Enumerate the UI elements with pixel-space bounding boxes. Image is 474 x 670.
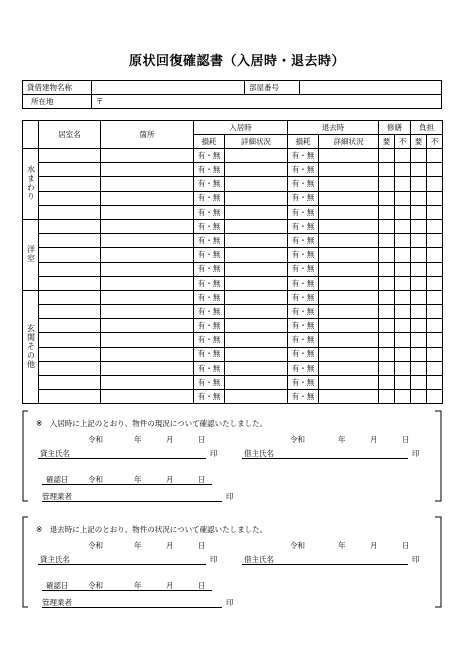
move-out-damage-cell[interactable]: 有・無 [288,347,319,361]
year-label: 年 [134,435,142,444]
lessee-name-label: 借主氏名 [244,555,274,564]
location-cell[interactable] [101,163,194,177]
location-cell[interactable] [101,319,194,333]
location-cell[interactable] [101,390,194,404]
burden-not-needed-cell[interactable] [427,347,443,361]
move-in-damage-cell[interactable]: 有・無 [194,319,225,333]
repair-needed-header: 要 [379,135,395,149]
burden-needed-cell[interactable] [411,333,427,347]
condition-table [22,120,443,404]
group-label-text: 玄関その他 [26,323,36,369]
move-in-damage-cell[interactable]: 有・無 [194,234,225,248]
move-out-damage-cell[interactable]: 有・無 [288,234,319,248]
era-label: 令和 [88,435,103,444]
group-label [23,149,39,220]
burden-not-needed-cell[interactable] [427,149,443,163]
room-name-cell[interactable] [39,305,101,319]
burden-needed-cell[interactable] [411,319,427,333]
room-name-cell[interactable] [39,347,101,361]
move-out-detail-cell[interactable] [319,177,379,191]
move-in-damage-cell[interactable]: 有・無 [194,205,225,219]
burden-not-needed-cell[interactable] [427,390,443,404]
burden-not-needed-cell[interactable] [427,262,443,276]
move-out-detail-cell[interactable] [319,205,379,219]
table-row [23,205,443,219]
location-cell[interactable] [101,262,194,276]
building-name-label: 貸借建物名称 [23,81,92,95]
move-in-damage-cell[interactable]: 有・無 [194,248,225,262]
room-name-cell[interactable] [39,177,101,191]
burden-needed-cell[interactable] [411,390,427,404]
era-label: 令和 [88,475,103,484]
move-in-damage-cell[interactable]: 有・無 [194,347,225,361]
move-out-damage-cell[interactable]: 有・無 [288,205,319,219]
burden-not-needed-cell[interactable] [427,234,443,248]
move-in-damage-cell[interactable]: 有・無 [194,149,225,163]
location-cell[interactable] [101,290,194,304]
repair-not-needed-cell[interactable] [395,390,411,404]
room-name-cell[interactable] [39,290,101,304]
move-in-header: 入居時 [194,121,288,135]
move-out-detail-cell[interactable] [319,376,379,390]
move-out-detail-cell[interactable] [319,333,379,347]
move-out-damage-cell[interactable]: 有・無 [288,305,319,319]
burden-not-needed-cell[interactable] [427,219,443,233]
repair-not-needed-cell[interactable] [395,347,411,361]
move-out-detail-header: 詳細状況 [319,135,379,149]
postal-mark: 〒 [96,96,104,106]
group-label [23,290,39,404]
move-out-detail-cell[interactable] [319,319,379,333]
move-in-confirmation [22,410,442,502]
burden-needed-header: 要 [411,135,427,149]
day-label: 日 [198,581,206,590]
month-label: 月 [166,541,174,550]
day-label: 日 [402,541,410,550]
repair-not-needed-cell[interactable] [395,376,411,390]
move-in-damage-header: 損耗 [194,135,225,149]
burden-needed-cell[interactable] [411,347,427,361]
table-row [23,191,443,205]
move-in-damage-cell[interactable]: 有・無 [194,276,225,290]
table-row [23,149,443,163]
move-in-detail-cell[interactable] [225,276,288,290]
era-label: 令和 [290,541,305,550]
location-cell[interactable] [101,347,194,361]
burden-needed-cell[interactable] [411,177,427,191]
table-row [23,347,443,361]
repair-needed-cell[interactable] [379,219,395,233]
burden-needed-cell[interactable] [411,205,427,219]
repair-not-needed-cell[interactable] [395,191,411,205]
move-out-damage-cell[interactable]: 有・無 [288,248,319,262]
year-label: 年 [134,581,142,590]
room-name-header: 居室名 [39,121,101,149]
year-label: 年 [134,541,142,550]
burden-not-needed-cell[interactable] [427,163,443,177]
confirm-date-line[interactable] [42,590,212,591]
seal-mark: 印 [226,598,234,607]
burden-needed-cell[interactable] [411,361,427,375]
location-cell[interactable] [101,248,194,262]
room-number-label: 部屋番号 [245,81,300,95]
move-out-detail-cell[interactable] [319,262,379,276]
move-out-detail-cell[interactable] [319,347,379,361]
location-cell[interactable] [101,376,194,390]
repair-needed-cell[interactable] [379,333,395,347]
location-cell[interactable] [101,149,194,163]
lessor-name-line[interactable] [38,458,206,459]
move-out-damage-cell[interactable]: 有・無 [288,390,319,404]
move-out-detail-cell[interactable] [319,276,379,290]
move-in-detail-cell[interactable] [225,305,288,319]
seal-mark: 印 [412,555,420,564]
move-in-damage-cell[interactable]: 有・無 [194,390,225,404]
burden-not-needed-cell[interactable] [427,361,443,375]
lessee-name-line[interactable] [242,564,408,565]
burden-not-needed-cell[interactable] [427,248,443,262]
seal-mark: 印 [412,449,420,458]
lessor-name-label: 貸主氏名 [40,449,70,458]
burden-not-needed-cell[interactable] [427,290,443,304]
right-bracket [434,410,444,502]
room-name-cell[interactable] [39,390,101,404]
move-out-detail-cell[interactable] [319,361,379,375]
month-label: 月 [370,435,378,444]
move-in-detail-cell[interactable] [225,361,288,375]
repair-needed-cell[interactable] [379,191,395,205]
move-in-detail-cell[interactable] [225,191,288,205]
move-in-detail-cell[interactable] [225,219,288,233]
move-out-detail-cell[interactable] [319,290,379,304]
room-name-cell[interactable] [39,361,101,375]
repair-needed-cell[interactable] [379,319,395,333]
address-field[interactable] [92,95,442,109]
table-row [23,390,443,404]
day-label: 日 [402,435,410,444]
burden-not-needed-cell[interactable] [427,333,443,347]
confirm-statement: ※ 入居時に上記のとおり、物件の現況について確認いたしました。 [36,419,268,428]
repair-needed-cell[interactable] [379,361,395,375]
table-row [23,290,443,304]
move-in-damage-cell[interactable]: 有・無 [194,191,225,205]
month-label: 月 [370,541,378,550]
move-in-damage-cell[interactable]: 有・無 [194,361,225,375]
location-cell[interactable] [101,276,194,290]
location-cell[interactable] [101,177,194,191]
repair-needed-cell[interactable] [379,347,395,361]
table-row [23,177,443,191]
day-label: 日 [198,475,206,484]
move-out-damage-cell[interactable]: 有・無 [288,290,319,304]
repair-needed-cell[interactable] [379,305,395,319]
burden-needed-cell[interactable] [411,191,427,205]
location-cell[interactable] [101,305,194,319]
move-in-detail-cell[interactable] [225,262,288,276]
move-in-damage-cell[interactable]: 有・無 [194,262,225,276]
repair-needed-cell[interactable] [379,177,395,191]
move-in-detail-cell[interactable] [225,319,288,333]
repair-not-needed-cell[interactable] [395,205,411,219]
room-name-cell[interactable] [39,333,101,347]
room-name-cell[interactable] [39,205,101,219]
manager-line[interactable] [42,501,222,502]
repair-not-needed-cell[interactable] [395,276,411,290]
move-out-detail-cell[interactable] [319,234,379,248]
day-label: 日 [198,435,206,444]
confirm-date-label: 確認日 [46,581,69,590]
move-in-damage-cell[interactable]: 有・無 [194,305,225,319]
move-out-detail-cell[interactable] [319,248,379,262]
room-number-field[interactable] [300,81,442,95]
repair-header: 修繕 [379,121,411,135]
left-bracket [20,516,30,608]
move-out-damage-cell[interactable]: 有・無 [288,319,319,333]
move-out-header: 退去時 [288,121,379,135]
repair-not-needed-cell[interactable] [395,248,411,262]
repair-needed-cell[interactable] [379,205,395,219]
burden-not-needed-cell[interactable] [427,177,443,191]
burden-header: 負担 [411,121,443,135]
era-label: 令和 [290,435,305,444]
move-out-damage-cell[interactable]: 有・無 [288,149,319,163]
location-cell[interactable] [101,333,194,347]
location-cell[interactable] [101,361,194,375]
lessor-name-line[interactable] [38,564,206,565]
month-label: 月 [166,581,174,590]
lessee-name-line[interactable] [242,458,408,459]
building-name-field[interactable] [92,81,245,95]
repair-needed-cell[interactable] [379,276,395,290]
move-out-damage-header: 損耗 [288,135,319,149]
year-label: 年 [134,475,142,484]
location-cell[interactable] [101,219,194,233]
repair-needed-cell[interactable] [379,376,395,390]
move-in-detail-cell[interactable] [225,347,288,361]
repair-needed-cell[interactable] [379,234,395,248]
manager-line[interactable] [42,607,222,608]
page-title: 原状回復確認書（入居時・退去時） [128,54,345,69]
manager-label: 管理業者 [42,492,72,501]
move-in-detail-header: 詳細状況 [225,135,288,149]
move-in-detail-cell[interactable] [225,376,288,390]
move-in-detail-cell[interactable] [225,205,288,219]
repair-not-needed-cell[interactable] [395,305,411,319]
seal-mark: 印 [226,492,234,501]
group-label-text: 水まわり [26,165,36,202]
room-name-cell[interactable] [39,191,101,205]
location-cell[interactable] [101,234,194,248]
burden-needed-cell[interactable] [411,276,427,290]
burden-needed-cell[interactable] [411,262,427,276]
move-in-detail-cell[interactable] [225,234,288,248]
manager-label: 管理業者 [42,598,72,607]
confirm-statement: ※ 退去時に上記のとおり、物件の状況について確認いたしました。 [36,525,268,534]
table-row [23,361,443,375]
room-name-cell[interactable] [39,276,101,290]
repair-not-needed-cell[interactable] [395,319,411,333]
move-in-detail-cell[interactable] [225,177,288,191]
move-in-detail-cell[interactable] [225,149,288,163]
move-out-detail-cell[interactable] [319,149,379,163]
burden-needed-cell[interactable] [411,376,427,390]
move-out-detail-cell[interactable] [319,163,379,177]
move-out-damage-cell[interactable]: 有・無 [288,163,319,177]
repair-not-needed-cell[interactable] [395,177,411,191]
repair-needed-cell[interactable] [379,262,395,276]
year-label: 年 [338,541,346,550]
table-row [23,305,443,319]
table-row [23,163,443,177]
room-name-cell[interactable] [39,376,101,390]
move-in-damage-cell[interactable]: 有・無 [194,219,225,233]
repair-needed-cell[interactable] [379,248,395,262]
burden-not-needed-cell[interactable] [427,376,443,390]
room-name-cell[interactable] [39,219,101,233]
room-name-cell[interactable] [39,163,101,177]
repair-not-needed-cell[interactable] [395,290,411,304]
move-in-detail-cell[interactable] [225,390,288,404]
year-label: 年 [338,435,346,444]
lessor-name-label: 貸主氏名 [40,555,70,564]
move-in-damage-cell[interactable]: 有・無 [194,376,225,390]
repair-needed-cell[interactable] [379,390,395,404]
room-name-cell[interactable] [39,319,101,333]
repair-not-needed-cell[interactable] [395,262,411,276]
group-label [23,219,39,290]
burden-not-needed-cell[interactable] [427,191,443,205]
move-in-detail-cell[interactable] [225,290,288,304]
location-cell[interactable] [101,191,194,205]
move-out-damage-cell[interactable]: 有・無 [288,361,319,375]
burden-not-needed-header: 不 [427,135,443,149]
move-out-detail-cell[interactable] [319,305,379,319]
burden-needed-cell[interactable] [411,290,427,304]
repair-not-needed-cell[interactable] [395,219,411,233]
move-in-damage-cell[interactable]: 有・無 [194,333,225,347]
table-row [23,234,443,248]
move-out-confirmation [22,516,442,608]
repair-needed-cell[interactable] [379,163,395,177]
move-in-damage-cell[interactable]: 有・無 [194,163,225,177]
move-out-damage-cell[interactable]: 有・無 [288,262,319,276]
group-label-text: 洋室 [26,245,36,264]
era-label: 令和 [88,541,103,550]
burden-needed-cell[interactable] [411,305,427,319]
table-row [23,376,443,390]
burden-needed-cell[interactable] [411,248,427,262]
move-out-damage-cell[interactable]: 有・無 [288,177,319,191]
table-row [23,219,443,233]
burden-needed-cell[interactable] [411,163,427,177]
move-in-damage-cell[interactable]: 有・無 [194,290,225,304]
burden-not-needed-cell[interactable] [427,319,443,333]
confirm-date-label: 確認日 [46,475,69,484]
repair-not-needed-cell[interactable] [395,234,411,248]
property-info-table [22,80,442,109]
group-header-blank [23,121,39,149]
burden-needed-cell[interactable] [411,234,427,248]
address-label: 所在地 [23,95,92,109]
repair-not-needed-header: 不 [395,135,411,149]
repair-needed-cell[interactable] [379,290,395,304]
room-name-cell[interactable] [39,248,101,262]
left-bracket [20,410,30,502]
era-label: 令和 [88,581,103,590]
day-label: 日 [198,541,206,550]
move-in-detail-cell[interactable] [225,248,288,262]
lessee-name-label: 借主氏名 [244,449,274,458]
table-row [23,333,443,347]
move-in-detail-cell[interactable] [225,163,288,177]
room-name-cell[interactable] [39,149,101,163]
move-out-damage-cell[interactable]: 有・無 [288,219,319,233]
table-row [23,276,443,290]
room-name-cell[interactable] [39,234,101,248]
burden-needed-cell[interactable] [411,219,427,233]
repair-not-needed-cell[interactable] [395,361,411,375]
repair-needed-cell[interactable] [379,149,395,163]
month-label: 月 [166,475,174,484]
move-out-detail-cell[interactable] [319,219,379,233]
burden-not-needed-cell[interactable] [427,205,443,219]
move-out-damage-cell[interactable]: 有・無 [288,276,319,290]
move-out-detail-cell[interactable] [319,390,379,404]
move-in-damage-cell[interactable]: 有・無 [194,177,225,191]
confirm-date-line[interactable] [42,484,212,485]
seal-mark: 印 [210,449,218,458]
month-label: 月 [166,435,174,444]
move-out-damage-cell[interactable]: 有・無 [288,333,319,347]
burden-not-needed-cell[interactable] [427,305,443,319]
move-out-detail-cell[interactable] [319,191,379,205]
right-bracket [434,516,444,608]
repair-not-needed-cell[interactable] [395,149,411,163]
burden-needed-cell[interactable] [411,149,427,163]
table-row [23,248,443,262]
room-name-cell[interactable] [39,262,101,276]
move-out-damage-cell[interactable]: 有・無 [288,191,319,205]
table-row [23,262,443,276]
burden-not-needed-cell[interactable] [427,276,443,290]
repair-not-needed-cell[interactable] [395,333,411,347]
repair-not-needed-cell[interactable] [395,163,411,177]
location-header: 箇所 [101,121,194,149]
table-row [23,319,443,333]
move-in-detail-cell[interactable] [225,333,288,347]
location-cell[interactable] [101,205,194,219]
seal-mark: 印 [210,555,218,564]
move-out-damage-cell[interactable]: 有・無 [288,376,319,390]
